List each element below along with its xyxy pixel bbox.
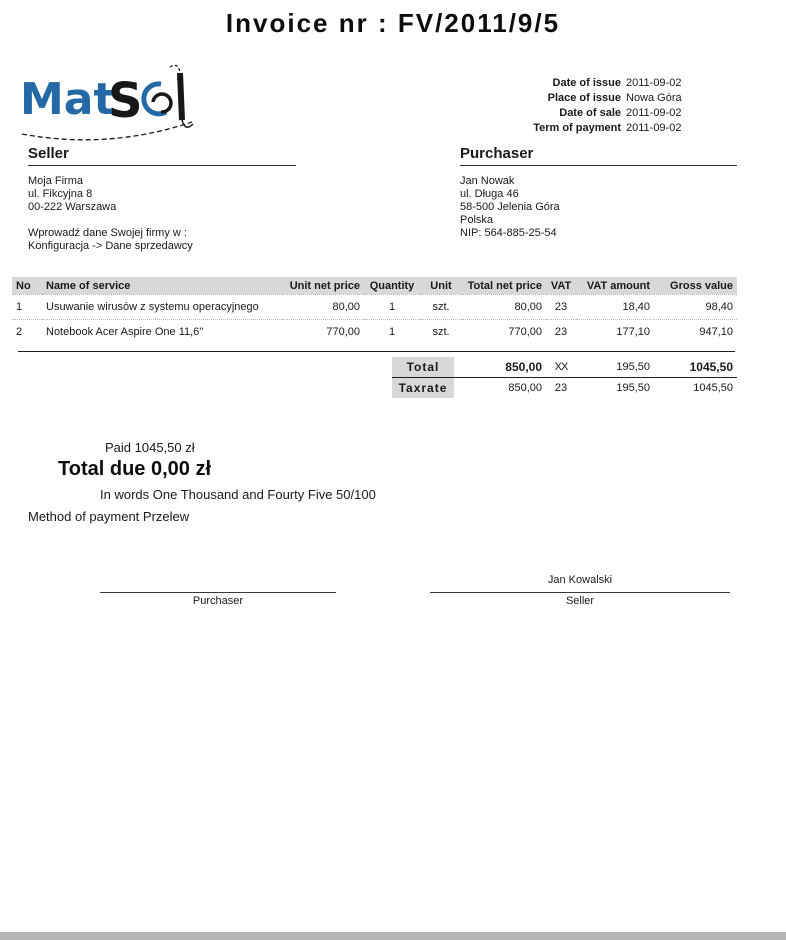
seller-name: Moja Firma — [28, 175, 84, 187]
seller-city: 00-222 Warszawa — [28, 201, 117, 213]
item-unit-net-price: 80,00 — [282, 295, 364, 320]
item-unit: szt. — [420, 295, 462, 320]
seller-section — [28, 145, 296, 253]
seller-note-line: Wprowadź dane Swojej firmy w : — [28, 227, 187, 239]
purchaser-nip: NIP: 564-885-25-54 — [460, 227, 557, 239]
taxrate-gross: 1045,50 — [693, 382, 733, 394]
item-vat-amount: 18,40 — [576, 295, 654, 320]
total-net: 850,00 — [454, 357, 546, 378]
col-header-unit-net-price: Unit net price — [282, 277, 364, 295]
seller-config-note — [28, 227, 296, 253]
taxrate-label: Taxrate — [392, 378, 454, 399]
col-header-vat-amount: VAT amount — [576, 277, 654, 295]
total-vat-rate: XX — [546, 357, 576, 378]
col-header-unit: Unit — [420, 277, 462, 295]
page-bottom-edge — [0, 932, 786, 940]
purchaser-signature-label: Purchaser — [192, 595, 244, 607]
item-no: 2 — [12, 320, 42, 345]
meta-label: Term of payment — [533, 122, 621, 134]
purchaser-country: Polska — [460, 214, 494, 226]
signature-space — [100, 572, 336, 592]
purchaser-city: 58-500 Jelenia Góra — [460, 201, 560, 213]
meta-label: Date of sale — [559, 107, 621, 119]
invoice-meta — [452, 76, 698, 136]
items-header-row — [12, 277, 737, 295]
item-vat: 23 — [546, 320, 576, 345]
col-header-quantity: Quantity — [364, 277, 420, 295]
logo-text-l — [180, 73, 182, 120]
amount-in-words: In words One Thousand and Fourty Five 50/100 — [100, 487, 376, 502]
total-gross: 1045,50 — [654, 357, 737, 378]
seller-street: ul. Fikcyjna 8 — [28, 188, 93, 200]
logo-swirl-inner-icon — [153, 94, 171, 112]
purchaser-street: ul. Długa 46 — [460, 188, 519, 200]
col-header-no: No — [12, 277, 42, 295]
meta-value: 2011-09-02 — [626, 77, 682, 89]
items-table — [12, 277, 737, 344]
meta-value: Nowa Góra — [626, 92, 682, 104]
col-header-total-net-price: Total net price — [462, 277, 546, 295]
col-header-vat: VAT — [546, 277, 576, 295]
item-unit: szt. — [420, 320, 462, 345]
total-vat-amount: 195,50 — [576, 357, 654, 378]
taxrate-net: 850,00 — [508, 382, 542, 394]
seller-signature-name: Jan Kowalski — [547, 574, 613, 586]
payment-method: Method of payment Przelew — [28, 509, 190, 524]
item-name: Usuwanie wirusów z systemu operacyjnego — [42, 295, 282, 320]
item-name: Notebook Acer Aspire One 11,6'' — [42, 320, 282, 345]
item-total-net-price: 770,00 — [462, 320, 546, 345]
taxrate-row — [392, 378, 737, 399]
matsol-logo — [20, 64, 200, 144]
mouse-cable-icon — [182, 120, 193, 127]
item-vat: 23 — [546, 295, 576, 320]
table-row — [12, 320, 737, 345]
item-quantity: 1 — [364, 320, 420, 345]
total-row — [392, 357, 737, 378]
total-due: Total due 0,00 zł — [58, 458, 211, 480]
purchaser-signature-block — [100, 572, 336, 607]
totals-table — [392, 357, 737, 398]
meta-row-date-of-sale — [452, 106, 698, 121]
logo-text-s: S — [108, 73, 143, 129]
meta-label: Place of issue — [547, 92, 621, 104]
item-unit-net-price: 770,00 — [282, 320, 364, 345]
seller-note-line: Konfiguracja -> Dane sprzedawcy — [28, 240, 193, 252]
seller-signature-block — [430, 572, 730, 607]
taxrate-vat-amount: 195,50 — [616, 382, 650, 394]
col-header-gross-value: Gross value — [654, 277, 737, 295]
meta-row-place-of-issue — [452, 91, 698, 106]
item-vat-amount: 177,10 — [576, 320, 654, 345]
purchaser-name: Jan Nowak — [460, 175, 515, 187]
meta-label: Date of issue — [552, 77, 621, 89]
items-table-bottom-rule — [18, 351, 735, 352]
item-no: 1 — [12, 295, 42, 320]
table-row — [12, 295, 737, 320]
meta-row-term-of-payment — [452, 121, 698, 136]
seller-signature-label: Seller — [565, 595, 595, 607]
purchaser-section — [460, 145, 737, 240]
meta-value: 2011-09-02 — [626, 107, 682, 119]
seller-heading: Seller — [28, 145, 296, 166]
meta-value: 2011-09-02 — [626, 122, 682, 134]
purchaser-heading: Purchaser — [460, 145, 737, 166]
taxrate-vat-rate: 23 — [554, 382, 568, 394]
item-total-net-price: 80,00 — [462, 295, 546, 320]
item-gross-value: 98,40 — [654, 295, 737, 320]
total-label: Total — [392, 357, 454, 378]
meta-row-date-of-issue — [452, 76, 698, 91]
col-header-name: Name of service — [42, 277, 282, 295]
paid-amount: Paid 1045,50 zł — [105, 440, 195, 455]
item-gross-value: 947,10 — [654, 320, 737, 345]
logo-text-mat: Mat — [20, 74, 115, 125]
matsol-logo-graphic — [20, 64, 200, 144]
invoice-title: Invoice nr : FV/2011/9/5 — [225, 8, 561, 38]
item-quantity: 1 — [364, 295, 420, 320]
